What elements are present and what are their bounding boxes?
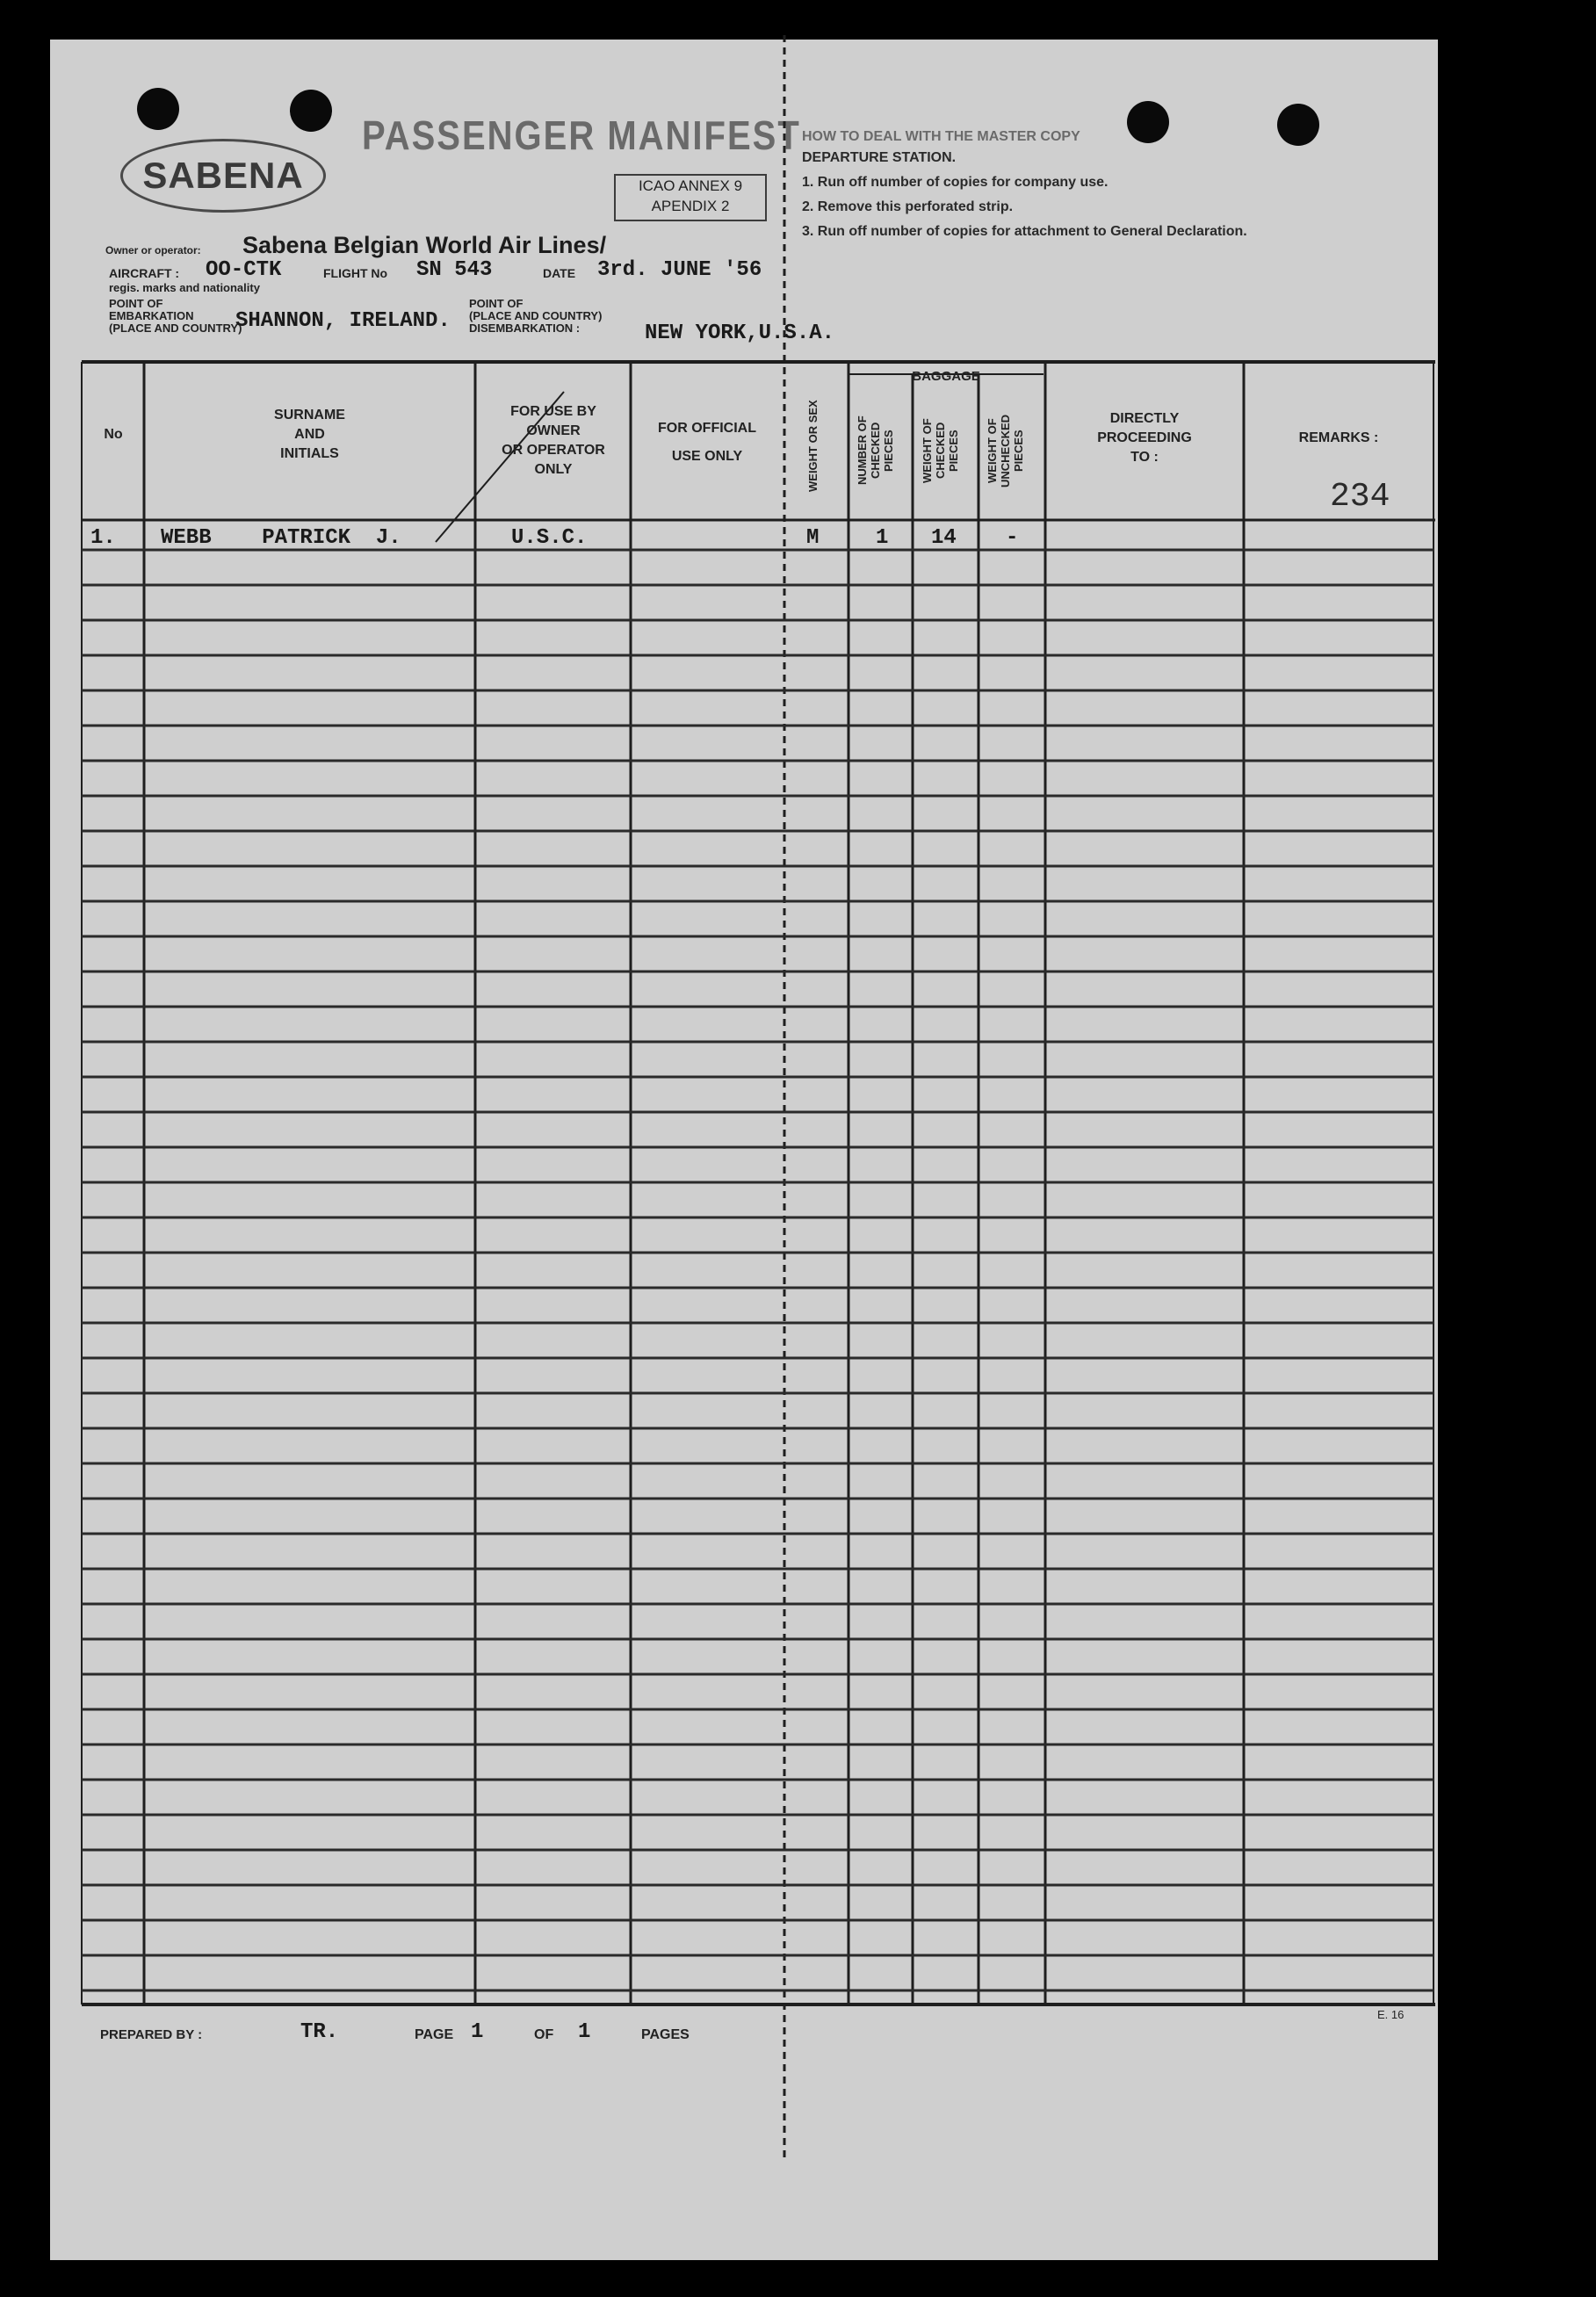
row-no: 1.	[90, 526, 116, 550]
row-sex: M	[806, 526, 820, 550]
row-wt-unchecked: -	[1006, 526, 1019, 550]
col-wt-checked-line: WEIGHT OF	[921, 418, 934, 483]
icao-annex-line: ICAO ANNEX 9	[638, 177, 743, 194]
embarkation-label-line: (PLACE AND COUNTRY)	[109, 321, 242, 335]
embarkation-value: SHANNON, IRELAND.	[235, 309, 451, 333]
row-name: WEBB PATRICK J.	[161, 526, 401, 550]
col-owner-use-line: ONLY	[534, 462, 573, 477]
col-wt-checked-line: CHECKED	[934, 422, 947, 480]
flight-value: SN 543	[416, 258, 493, 282]
row-num-checked: 1	[876, 526, 889, 550]
col-weight-sex: WEIGHT OR SEX	[806, 400, 820, 493]
col-official-line: USE ONLY	[671, 449, 743, 464]
col-wt-unchecked-line: PIECES	[1012, 430, 1025, 472]
pages-total-value: 1	[578, 2020, 591, 2044]
col-wt-unchecked	[986, 385, 1038, 516]
instructions-heading: DEPARTURE STATION.	[802, 150, 957, 165]
owner-label: Owner or operator:	[105, 244, 201, 256]
disembarkation-label-line: (PLACE AND COUNTRY)	[469, 309, 603, 322]
col-directly-proceeding	[1051, 409, 1239, 467]
instruction-item: 3. Run off number of copies for attachment to General Declaration.	[802, 224, 1247, 239]
instructions-heading: HOW TO DEAL WITH THE MASTER COPY	[802, 129, 1080, 144]
col-directly-line: DIRECTLY	[1109, 411, 1180, 426]
page-label: PAGE	[415, 2027, 454, 2042]
col-owner-use-line: FOR USE BY	[510, 404, 596, 419]
col-surname-line: INITIALS	[280, 446, 339, 461]
col-official	[634, 415, 780, 471]
instruction-item: 2. Remove this perforated strip.	[802, 199, 1014, 214]
col-official-line: FOR OFFICIAL	[658, 421, 756, 436]
form-code: E. 16	[1377, 2008, 1405, 2021]
form-title: PASSENGER MANIFEST	[362, 113, 801, 159]
col-num-checked-line: PIECES	[882, 430, 895, 472]
date-label: DATE	[543, 266, 576, 280]
of-label: OF	[534, 2027, 554, 2042]
col-owner-use-line: OWNER	[526, 423, 581, 438]
date-value: 3rd. JUNE '56	[597, 258, 762, 282]
icao-annex-line: APENDIX 2	[651, 198, 730, 214]
pages-label: PAGES	[641, 2027, 690, 2042]
col-num-checked-line: CHECKED	[869, 422, 882, 480]
aircraft-value: OO-CTK	[206, 258, 282, 282]
prepared-by-label: PREPARED BY :	[100, 2027, 203, 2042]
col-wt-checked-line: PIECES	[947, 430, 960, 472]
col-wt-checked	[921, 385, 973, 516]
col-wt-unchecked-line: WEIGHT OF	[986, 418, 999, 483]
col-owner-use	[480, 402, 627, 480]
col-surname-line: AND	[294, 427, 325, 442]
prepared-by-value: TR.	[300, 2020, 339, 2044]
col-directly-line: PROCEEDING	[1097, 430, 1192, 445]
col-wt-unchecked-line: UNCHECKED	[999, 414, 1012, 488]
embarkation-label-line: POINT OF	[109, 297, 163, 310]
col-num-checked-line: NUMBER OF	[856, 415, 869, 486]
flight-label: FLIGHT No	[323, 266, 388, 280]
col-owner-use-line: OR OPERATOR	[502, 443, 605, 458]
owner-value: Sabena Belgian World Air Lines/	[242, 232, 607, 258]
instruction-item: 1. Run off number of copies for company use.	[802, 175, 1109, 190]
aircraft-label: AIRCRAFT :	[109, 266, 180, 280]
embarkation-label-line: EMBARKATION	[109, 309, 194, 322]
regis-label: regis. marks and nationality	[109, 281, 260, 294]
col-no: No	[104, 427, 123, 442]
col-remarks: REMARKS :	[1298, 430, 1379, 445]
disembarkation-label-line: DISEMBARKATION :	[469, 321, 581, 335]
row-owner-use: U.S.C.	[511, 526, 588, 550]
disembarkation-label-line: POINT OF	[469, 297, 524, 310]
row-wt-checked: 14	[931, 526, 957, 550]
col-baggage: BAGGAGE	[912, 369, 980, 384]
remarks-number: 234	[1330, 478, 1390, 516]
col-surname-line: SURNAME	[274, 408, 345, 423]
disembarkation-value: NEW YORK,U.S.A.	[645, 321, 835, 345]
col-num-checked	[856, 385, 908, 516]
col-directly-line: TO :	[1130, 450, 1159, 465]
col-surname	[149, 406, 470, 464]
page-value: 1	[471, 2020, 484, 2044]
sabena-logo: SABENA	[120, 139, 326, 213]
